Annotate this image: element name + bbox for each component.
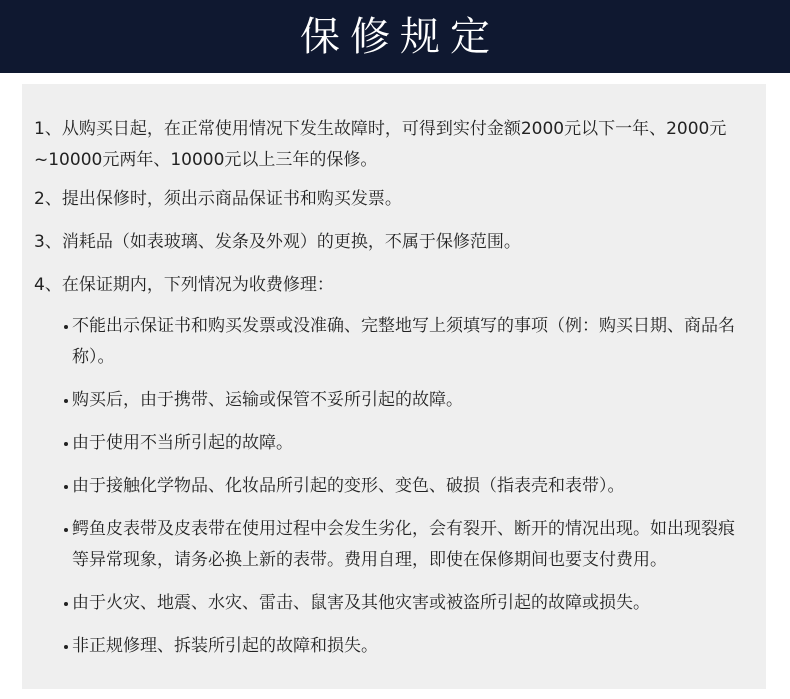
paid-repair-list <box>34 311 746 662</box>
bullet-icon <box>64 602 68 606</box>
paid-repair-item <box>34 631 746 662</box>
warranty-item-2: 2、提出保修时，须出示商品保证书和购买发票。 <box>34 189 402 209</box>
paid-repair-item <box>34 514 746 576</box>
bullet-icon <box>64 485 68 489</box>
paid-repair-item <box>34 471 746 502</box>
paid-repair-item <box>34 588 746 619</box>
paid-repair-item <box>34 385 746 416</box>
paid-repair-text: 鳄鱼皮表带及皮表带在使用过程中会发生劣化，会有裂开、断开的情况出现。如出现裂痕等异常现象，请务必换上新的表带。费用自理，即使在保修期间也要支付费用。 <box>72 519 735 570</box>
bullet-icon <box>64 442 68 446</box>
paid-repair-text: 非正规修理、拆装所引起的故障和损失。 <box>72 636 378 656</box>
paid-repair-item <box>34 428 746 459</box>
paid-repair-text: 不能出示保证书和购买发票或没准确、完整地写上须填写的事项（例：购买日期、商品名称）。 <box>72 316 735 367</box>
warranty-item-4: 4、在保证期内，下列情况为收费修理： <box>34 275 334 295</box>
bullet-icon <box>64 399 68 403</box>
bullet-icon <box>64 528 68 532</box>
page-header <box>0 0 790 73</box>
warranty-item-3: 3、消耗品（如表玻璃、发条及外观）的更换，不属于保修范围。 <box>34 232 521 252</box>
bullet-icon <box>64 325 68 329</box>
paid-repair-text: 购买后，由于携带、运输或保管不妥所引起的故障。 <box>72 390 463 410</box>
paid-repair-text: 由于火灾、地震、水灾、雷击、鼠害及其他灾害或被盗所引起的故障或损失。 <box>72 593 650 613</box>
warranty-item-1: 1、从购买日起，在正常使用情况下发生故障时，可得到实付金额2000元以下一年、2000元~10000元两年、10000元以上三年的保修。 <box>34 119 727 170</box>
page-title: 保修规定 <box>300 13 500 60</box>
bullet-icon <box>64 645 68 649</box>
paid-repair-text: 由于使用不当所引起的故障。 <box>72 433 293 453</box>
paid-repair-text: 由于接触化学物品、化妆品所引起的变形、变色、破损（指表壳和表带）。 <box>72 476 625 496</box>
warranty-panel <box>22 84 766 689</box>
paid-repair-item <box>34 311 746 373</box>
